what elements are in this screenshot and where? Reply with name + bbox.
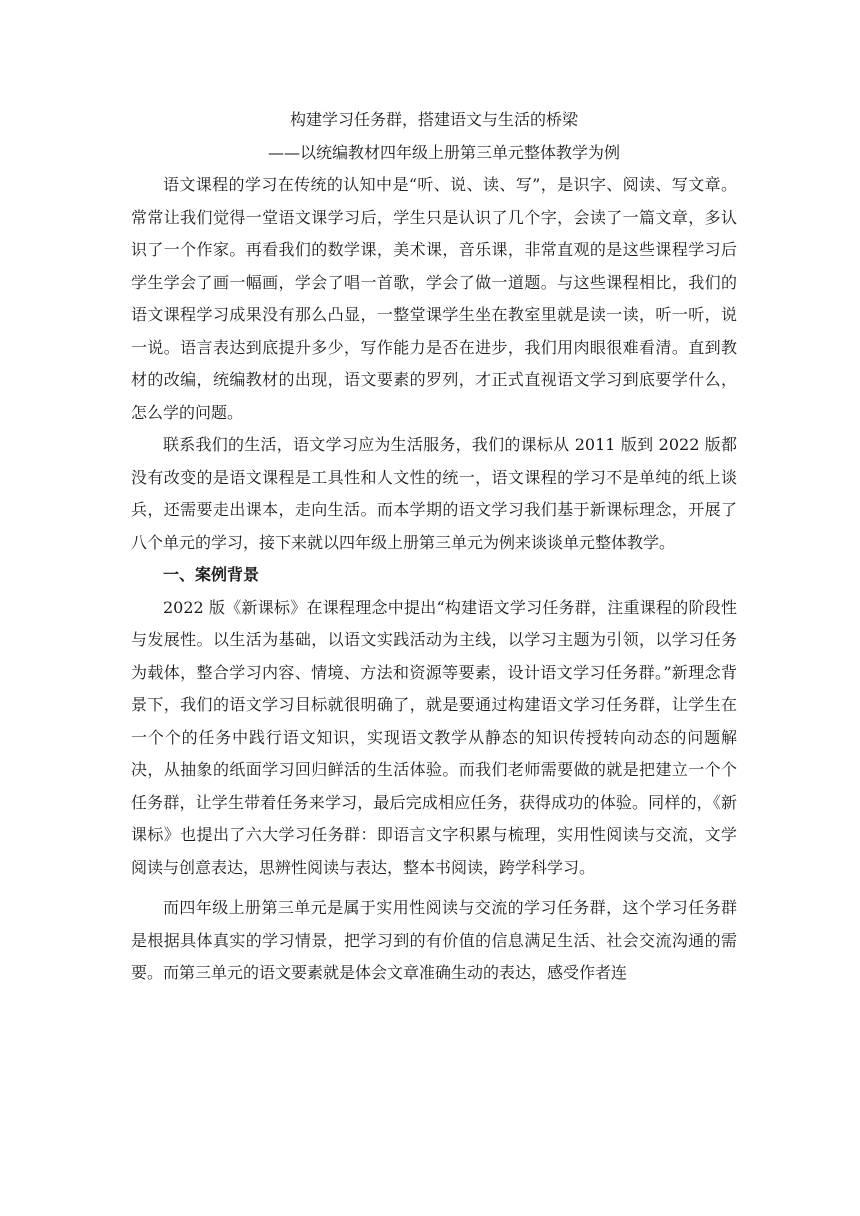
document-subtitle: ——以统编教材四年级上册第三单元整体教学为例: [267, 142, 620, 162]
document-title: 构建学习任务群，搭建语文与生活的桥梁: [289, 110, 578, 129]
paragraph-life-connection: 联系我们的生活，语文学习应为生活服务，我们的课标从 2011 版到 2022 版都没有改变的是语文课程是工具性和人文性的统一，语文课程的学习不是单纯的纸上谈兵，还需要走出课本，走向生活。而本学期的语文学习我们基于新课标理念，开展了八个单元的学习，接下来就以四年级上册第三单元为例来谈谈单元整体教学。: [131, 435, 737, 552]
paragraph-new-curriculum: 2022 版《新课标》在课程理念中提出“构建语文学习任务群，注重课程的阶段性与发展性。以生活为基础，以语文实践活动为主线，以学习主题为引领，以学习任务为载体，整合学习内容、情境、方法和资源等要素，设计语文学习任务群。”新理念背景下，我们的语文学习目标就很明确了，就是要通过构建语文学习任务群，让学生在一个个的任务中践行语文知识，实现语文教学从静态的知识传授转向动态的问题解决，从抽象的纸面学习回归鲜活的生活体验。而我们老师需要做的就是把建立一个个任务群，让学生带着任务来学习，最后完成相应任务，获得成功的体验。同样的，《新课标》也提出了六大学习任务群：即语言文字积累与梳理，实用性阅读与交流，文学阅读与创意表达，思辨性阅读与表达，整本书阅读，跨学科学习。: [131, 597, 737, 877]
document-body: [131, 104, 737, 990]
section-heading-case-background: 一、案例背景: [163, 565, 260, 584]
paragraph-intro: 语文课程的学习在传统的认知中是“听、说、读、写”，是识字、阅读、写文章。常常让我们觉得一堂语文课学习后，学生只是认识了几个字，会读了一篇文章，多认识了一个作家。再看我们的数学课，美术课，音乐课，非常直观的是这些课程学习后学生学会了画一幅画，学会了唱一首歌，学会了做一道题。与这些课程相比，我们的语文课程学习成果没有那么凸显，一整堂课学生坐在教室里就是读一读，听一听，说一说。语言表达到底提升多少，写作能力是否在进步，我们用肉眼很难看清。直到教材的改编，统编教材的出现，语文要素的罗列，才正式直视语文学习到底要学什么，怎么学的问题。: [131, 175, 737, 422]
paragraph-unit-three: 而四年级上册第三单元是属于实用性阅读与交流的学习任务群，这个学习任务群是根据具体真实的学习情景，把学习到的有价值的信息满足生活、社会交流沟通的需要。而第三单元的语文要素就是体会文章准确生动的表达，感受作者连: [131, 898, 737, 982]
